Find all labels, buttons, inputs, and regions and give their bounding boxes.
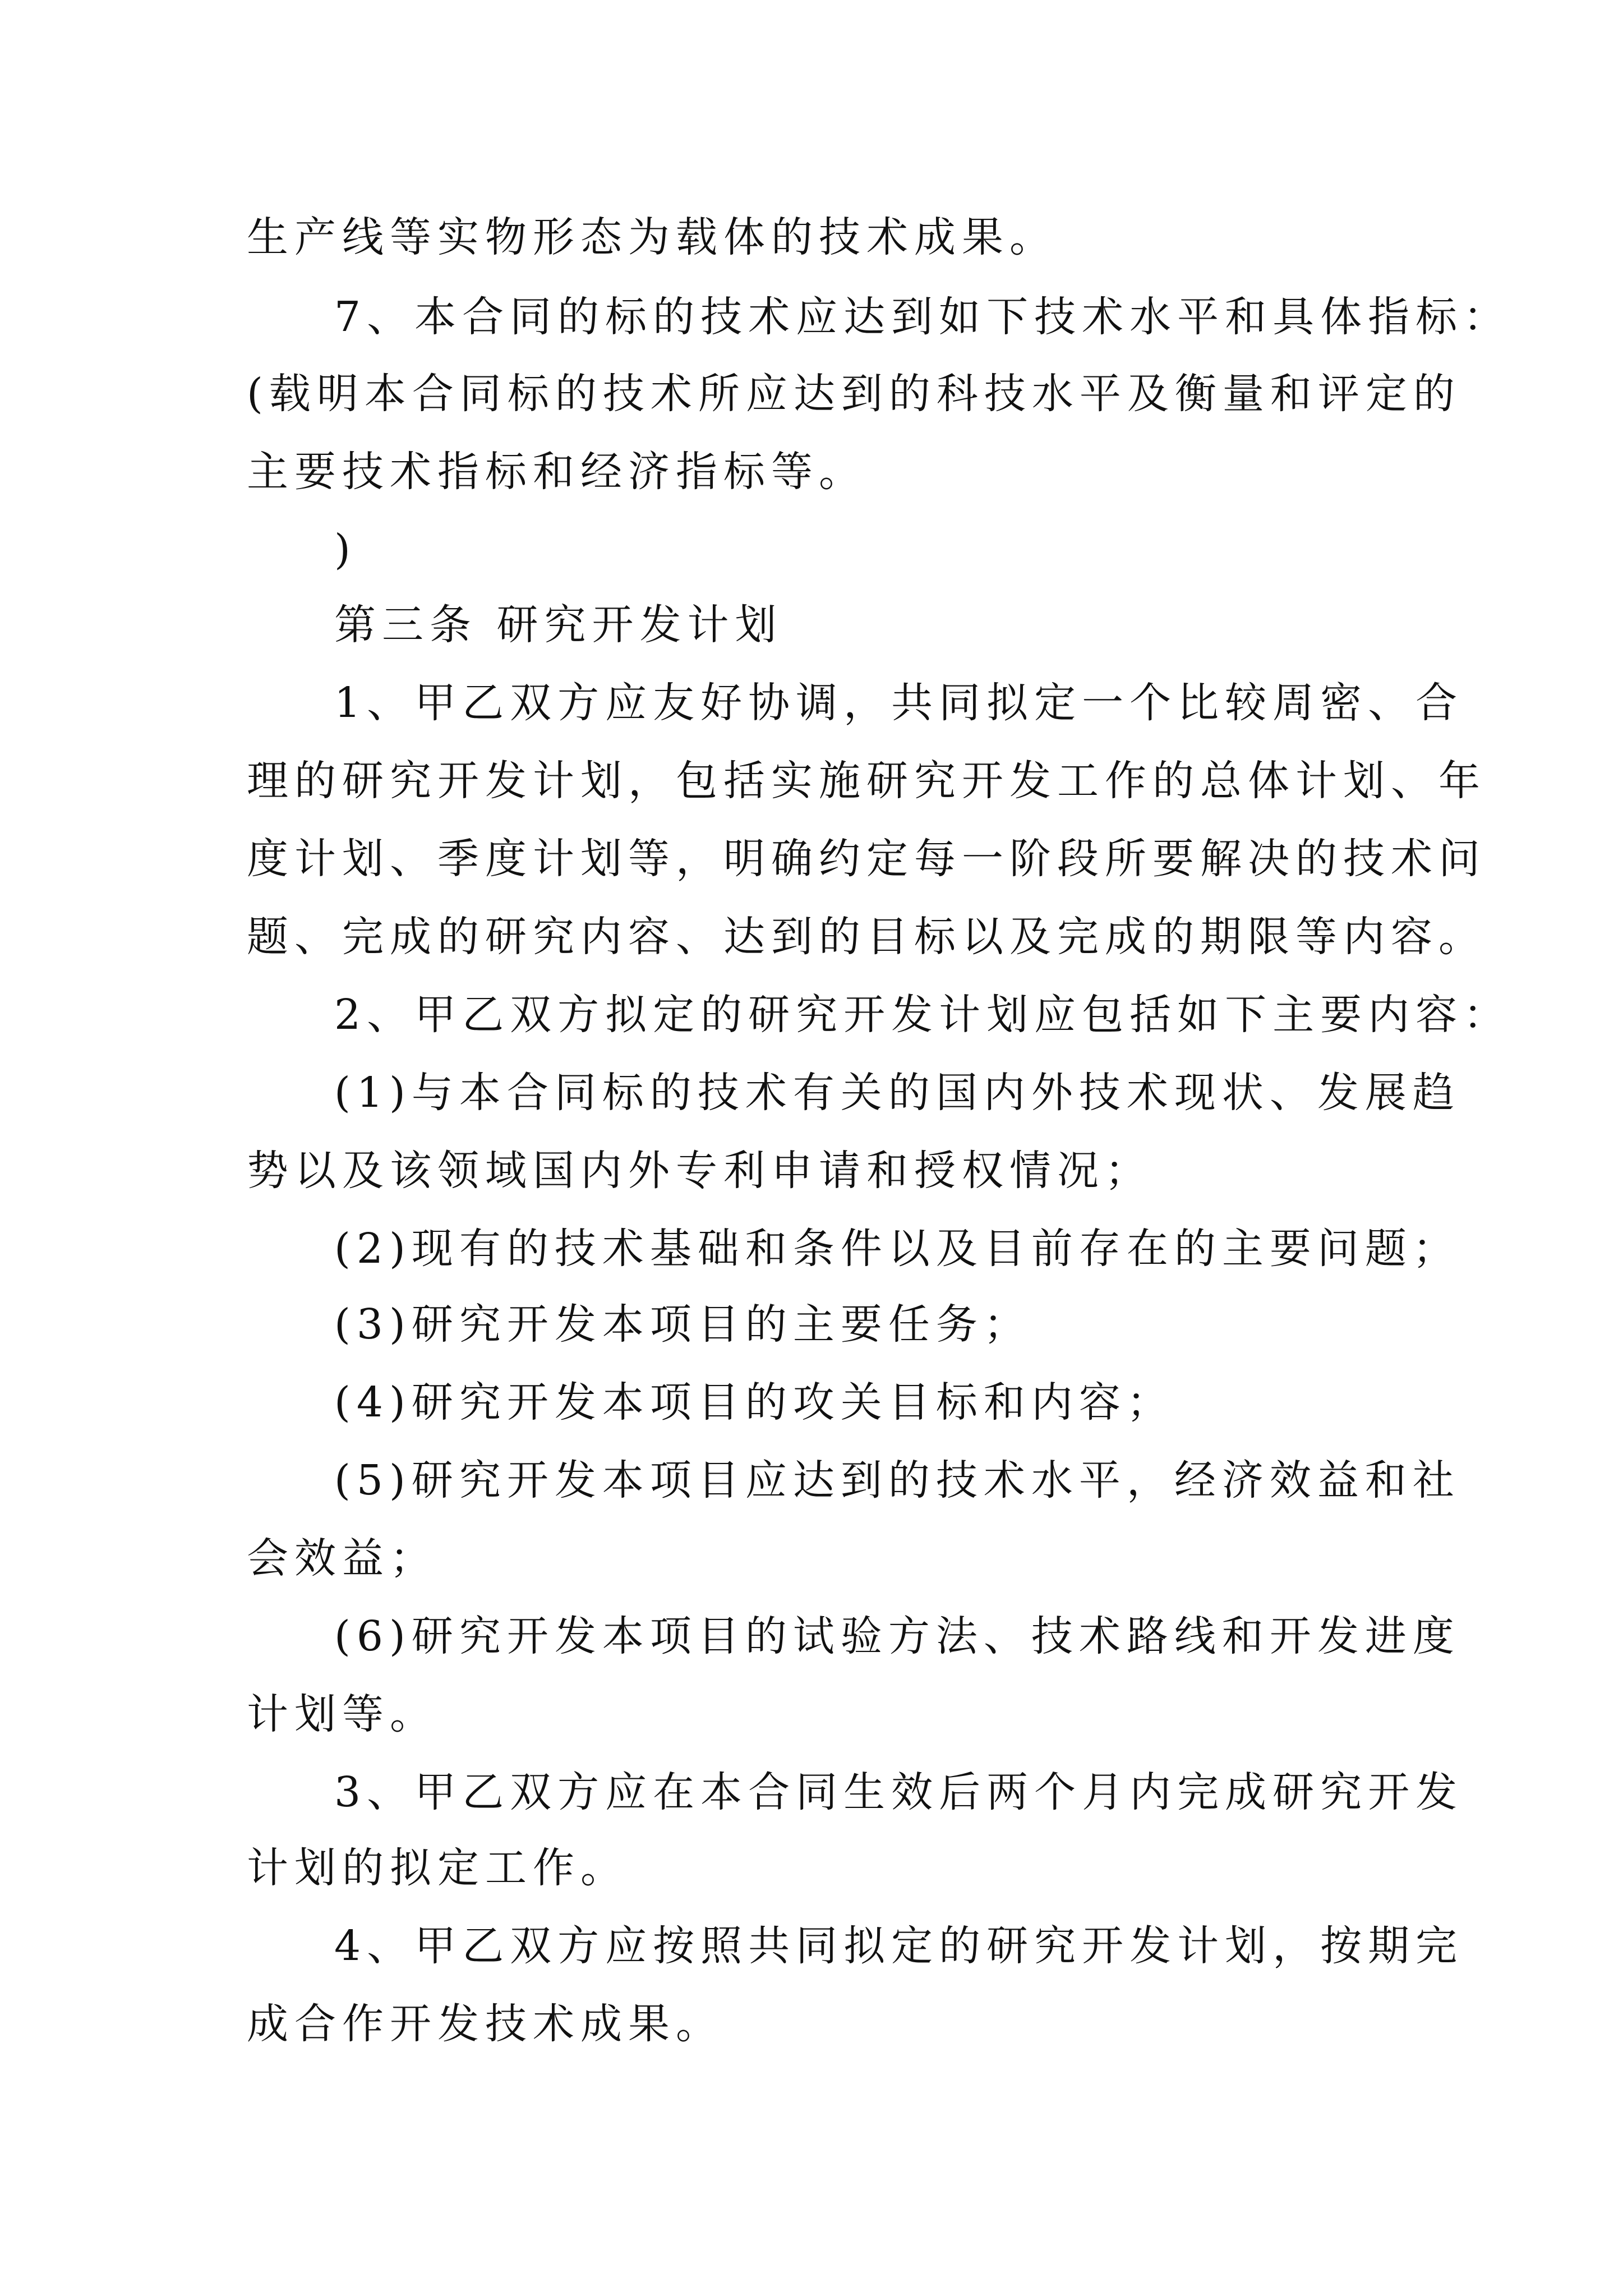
- text-line: 主要技术指标和经济指标等。: [247, 448, 866, 496]
- text-line: ): [334, 526, 357, 574]
- text-line: (5)研究开发本项目应达到的技术水平，经济效益和社: [334, 1456, 1460, 1504]
- text-line: (1)与本合同标的技术有关的国内外技术现状、发展趋: [334, 1069, 1460, 1117]
- section-heading: 第三条 研究开发计划: [334, 601, 783, 649]
- text-line: 势以及该领域国内外专利申请和授权情况；: [247, 1147, 1152, 1195]
- text-line: 度计划、季度计划等，明确约定每一阶段所要解决的技术问: [247, 835, 1486, 883]
- text-line: 4、甲乙双方应按照共同拟定的研究开发计划，按期完: [334, 1922, 1464, 1970]
- text-line: (2)现有的技术基础和条件以及目前存在的主要问题；: [334, 1225, 1460, 1273]
- text-line: 计划的拟定工作。: [247, 1844, 628, 1892]
- text-line: (6)研究开发本项目的试验方法、技术路线和开发进度: [334, 1612, 1460, 1660]
- text-line: 理的研究开发计划，包括实施研究开发工作的总体计划、年: [247, 757, 1486, 805]
- text-line: 计划等。: [247, 1690, 437, 1738]
- text-line: 题、完成的研究内容、达到的目标以及完成的期限等内容。: [247, 913, 1486, 961]
- text-line: 成合作开发技术成果。: [247, 2000, 723, 2048]
- text-line: 生产线等实物形态为载体的技术成果。: [247, 213, 1057, 261]
- text-line: 1、甲乙双方应友好协调，共同拟定一个比较周密、合: [334, 679, 1464, 727]
- text-line: 2、甲乙双方拟定的研究开发计划应包括如下主要内容：: [334, 991, 1511, 1039]
- text-line: 会效益；: [247, 1534, 437, 1582]
- text-line: (4)研究开发本项目的攻关目标和内容；: [334, 1378, 1174, 1427]
- text-line: 3、甲乙双方应在本合同生效后两个月内完成研究开发: [334, 1768, 1464, 1816]
- text-line: (3)研究开发本项目的主要任务；: [334, 1300, 1031, 1349]
- text-line: 7、本合同的标的技术应达到如下技术水平和具体指标：: [334, 293, 1511, 341]
- text-line: (载明本合同标的技术所应达到的科技水平及衡量和评定的: [247, 370, 1461, 418]
